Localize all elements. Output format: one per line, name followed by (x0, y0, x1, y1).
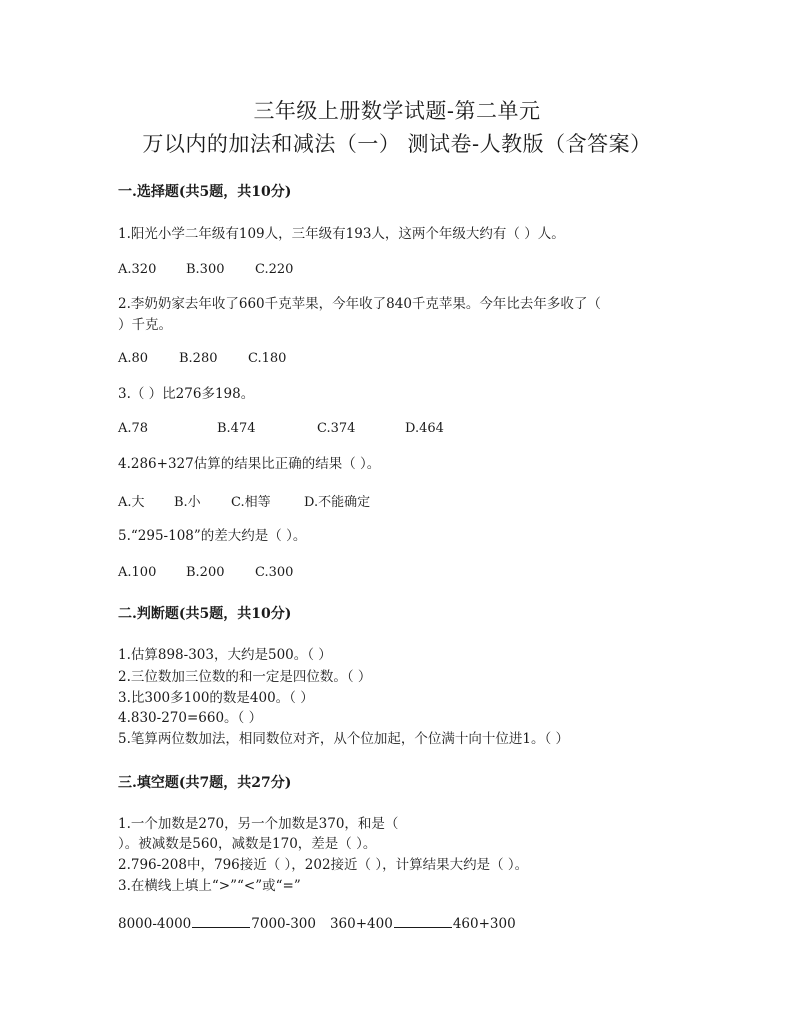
option: A.大 (118, 495, 145, 510)
compare-a-left: 8000-4000 (118, 916, 192, 932)
question-1-5: 5.“295-108”的差大约是（ ）。 (118, 528, 307, 544)
question-1-2-line-2: ）千克。 (118, 317, 172, 333)
option: C.180 (248, 351, 287, 366)
question-1-4: 4.286+327估算的结果比正确的结果（ ）。 (118, 456, 381, 472)
answer-blank[interactable] (394, 913, 452, 928)
option: B.280 (179, 351, 218, 366)
judgement-item: 3.比300多100的数是400。（ ） (118, 690, 314, 706)
option: D.不能确定 (304, 495, 371, 510)
section-heading-fill-in: 三.填空题(共7题，共27分) (118, 775, 292, 791)
option: B.300 (186, 262, 225, 277)
option: B.小 (174, 495, 201, 510)
option: B.200 (186, 565, 225, 580)
judgement-item: 4.830-270=660。（ ） (118, 710, 263, 726)
compare-row (118, 913, 516, 934)
question-1-1: 1.阳光小学二年级有109人，三年级有193人，这两个年级大约有（ ）人。 (118, 226, 565, 242)
fill-question-3: 3.在横线上填上“>”“<”或“=” (118, 878, 301, 894)
fill-question-2: 2.796-208中，796接近（ ），202接近（ ），计算结果大约是（ ）。 (118, 857, 529, 873)
option: A.320 (118, 262, 157, 277)
compare-b-right: 460+300 (452, 916, 516, 932)
judgement-item: 2.三位数加三位数的和一定是四位数。（ ） (118, 669, 372, 685)
title-line-1: 三年级上册数学试题-第二单元 (253, 99, 541, 123)
question-1-3: 3.（ ）比276多198。 (118, 386, 255, 402)
compare-a-right: 7000-300 (251, 916, 316, 932)
option: A.80 (118, 351, 149, 366)
question-1-2-line-1: 2.李奶奶家去年收了660千克苹果，今年收了840千克苹果。今年比去年多收了（ (118, 296, 601, 312)
compare-b-left: 360+400 (329, 916, 393, 932)
judgement-item: 5.笔算两位数加法，相同数位对齐，从个位加起，个位满十向十位进1。（ ） (118, 731, 570, 747)
section-heading-choice: 一.选择题(共5题，共10分) (118, 184, 292, 200)
option: C.相等 (231, 495, 271, 510)
option: D.464 (405, 421, 444, 436)
section-heading-judgement: 二.判断题(共5题，共10分) (118, 606, 292, 622)
title-line-2: 万以内的加法和减法（一） 测试卷-人教版（含答案） (142, 132, 652, 156)
fill-question-1-line-2: ）。被减数是560，减数是170，差是（ ）。 (118, 836, 377, 852)
fill-question-1-line-1: 1.一个加数是270，另一个加数是370，和是（ (118, 816, 399, 832)
option: B.474 (217, 421, 256, 436)
option: C.220 (255, 262, 294, 277)
option: C.300 (255, 565, 294, 580)
option: A.78 (118, 421, 149, 436)
judgement-item: 1.估算898-303，大约是500。（ ） (118, 647, 332, 663)
option: C.374 (317, 421, 356, 436)
option: A.100 (118, 565, 157, 580)
answer-blank[interactable] (192, 913, 250, 928)
